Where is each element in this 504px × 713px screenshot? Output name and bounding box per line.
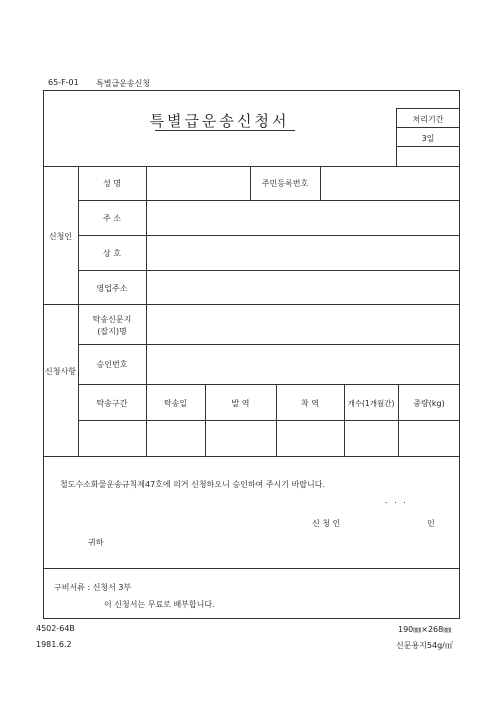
business-label: 상 호 — [103, 249, 121, 258]
row-line — [78, 200, 460, 201]
form-title: 특별급운송신청서 — [149, 112, 290, 130]
row-line — [78, 270, 460, 271]
processing-value: 3일 — [421, 134, 435, 143]
col-line — [205, 384, 206, 456]
seal-mark: 인 — [427, 519, 435, 528]
row-line — [78, 235, 460, 236]
processing-box-mid2 — [396, 146, 460, 147]
form-name: 특별급운송신청 — [96, 79, 151, 88]
col-line — [276, 384, 277, 456]
section-divider — [78, 166, 79, 456]
table-top-line — [43, 166, 460, 167]
approval-label: 승인번호 — [96, 360, 128, 369]
id-col-right — [320, 166, 321, 200]
processing-box-mid — [396, 127, 460, 128]
address-label: 주 소 — [103, 214, 121, 223]
attachments-line2: 이 신청서는 무료로 배부합니다. — [104, 600, 215, 609]
col-header-date: 탁송일 — [163, 399, 188, 408]
section-line — [43, 456, 460, 457]
id-label: 주민등록번호 — [261, 179, 309, 188]
row-line — [78, 384, 460, 385]
applicant-section-label: 신청인 — [48, 232, 73, 241]
col-header-origin: 발 역 — [231, 399, 250, 408]
footer-size: 190㎜×268㎜ — [398, 625, 452, 634]
footer-code: 4502-64B — [36, 624, 75, 633]
statement-text: 철도수소화물운송규칙제47호에 의거 신청하오니 승인하여 주시기 바랍니다. — [60, 480, 326, 489]
col-line — [344, 384, 345, 456]
newspaper-label-2: (잡지)명 — [97, 327, 127, 336]
processing-box-top — [396, 108, 460, 109]
col-line — [146, 384, 147, 456]
row-line — [78, 420, 460, 421]
form-code: 65-F-01 — [48, 78, 79, 87]
applicant-sign-label: 신 청 인 — [312, 519, 341, 528]
recipient-label: 귀하 — [88, 538, 104, 547]
footer-date: 1981.6.2 — [36, 640, 72, 649]
office-address-label: 영업주소 — [96, 284, 128, 293]
title-underline — [155, 130, 295, 131]
col-line — [398, 384, 399, 456]
section-line — [43, 304, 460, 305]
col-header-destination: 착 역 — [301, 399, 319, 408]
date-marks: . . . — [385, 496, 408, 505]
request-section-label: 신청사항 — [45, 367, 76, 376]
form-frame — [43, 90, 460, 619]
attachments-line1: 구비서류 : 신청서 3부 — [54, 583, 132, 592]
row-line — [78, 344, 460, 345]
col-header-section: 탁송구간 — [96, 399, 128, 408]
footer-paper: 신문용지54g/㎡ — [396, 641, 453, 650]
col-header-weight: 중량(kg) — [413, 399, 445, 408]
processing-label: 처리기간 — [412, 115, 444, 124]
newspaper-label-1: 탁송신문지 — [92, 315, 132, 324]
col-header-count: 개수(1개월간) — [347, 399, 395, 408]
section-line — [43, 568, 460, 569]
name-label: 성 명 — [103, 179, 121, 188]
